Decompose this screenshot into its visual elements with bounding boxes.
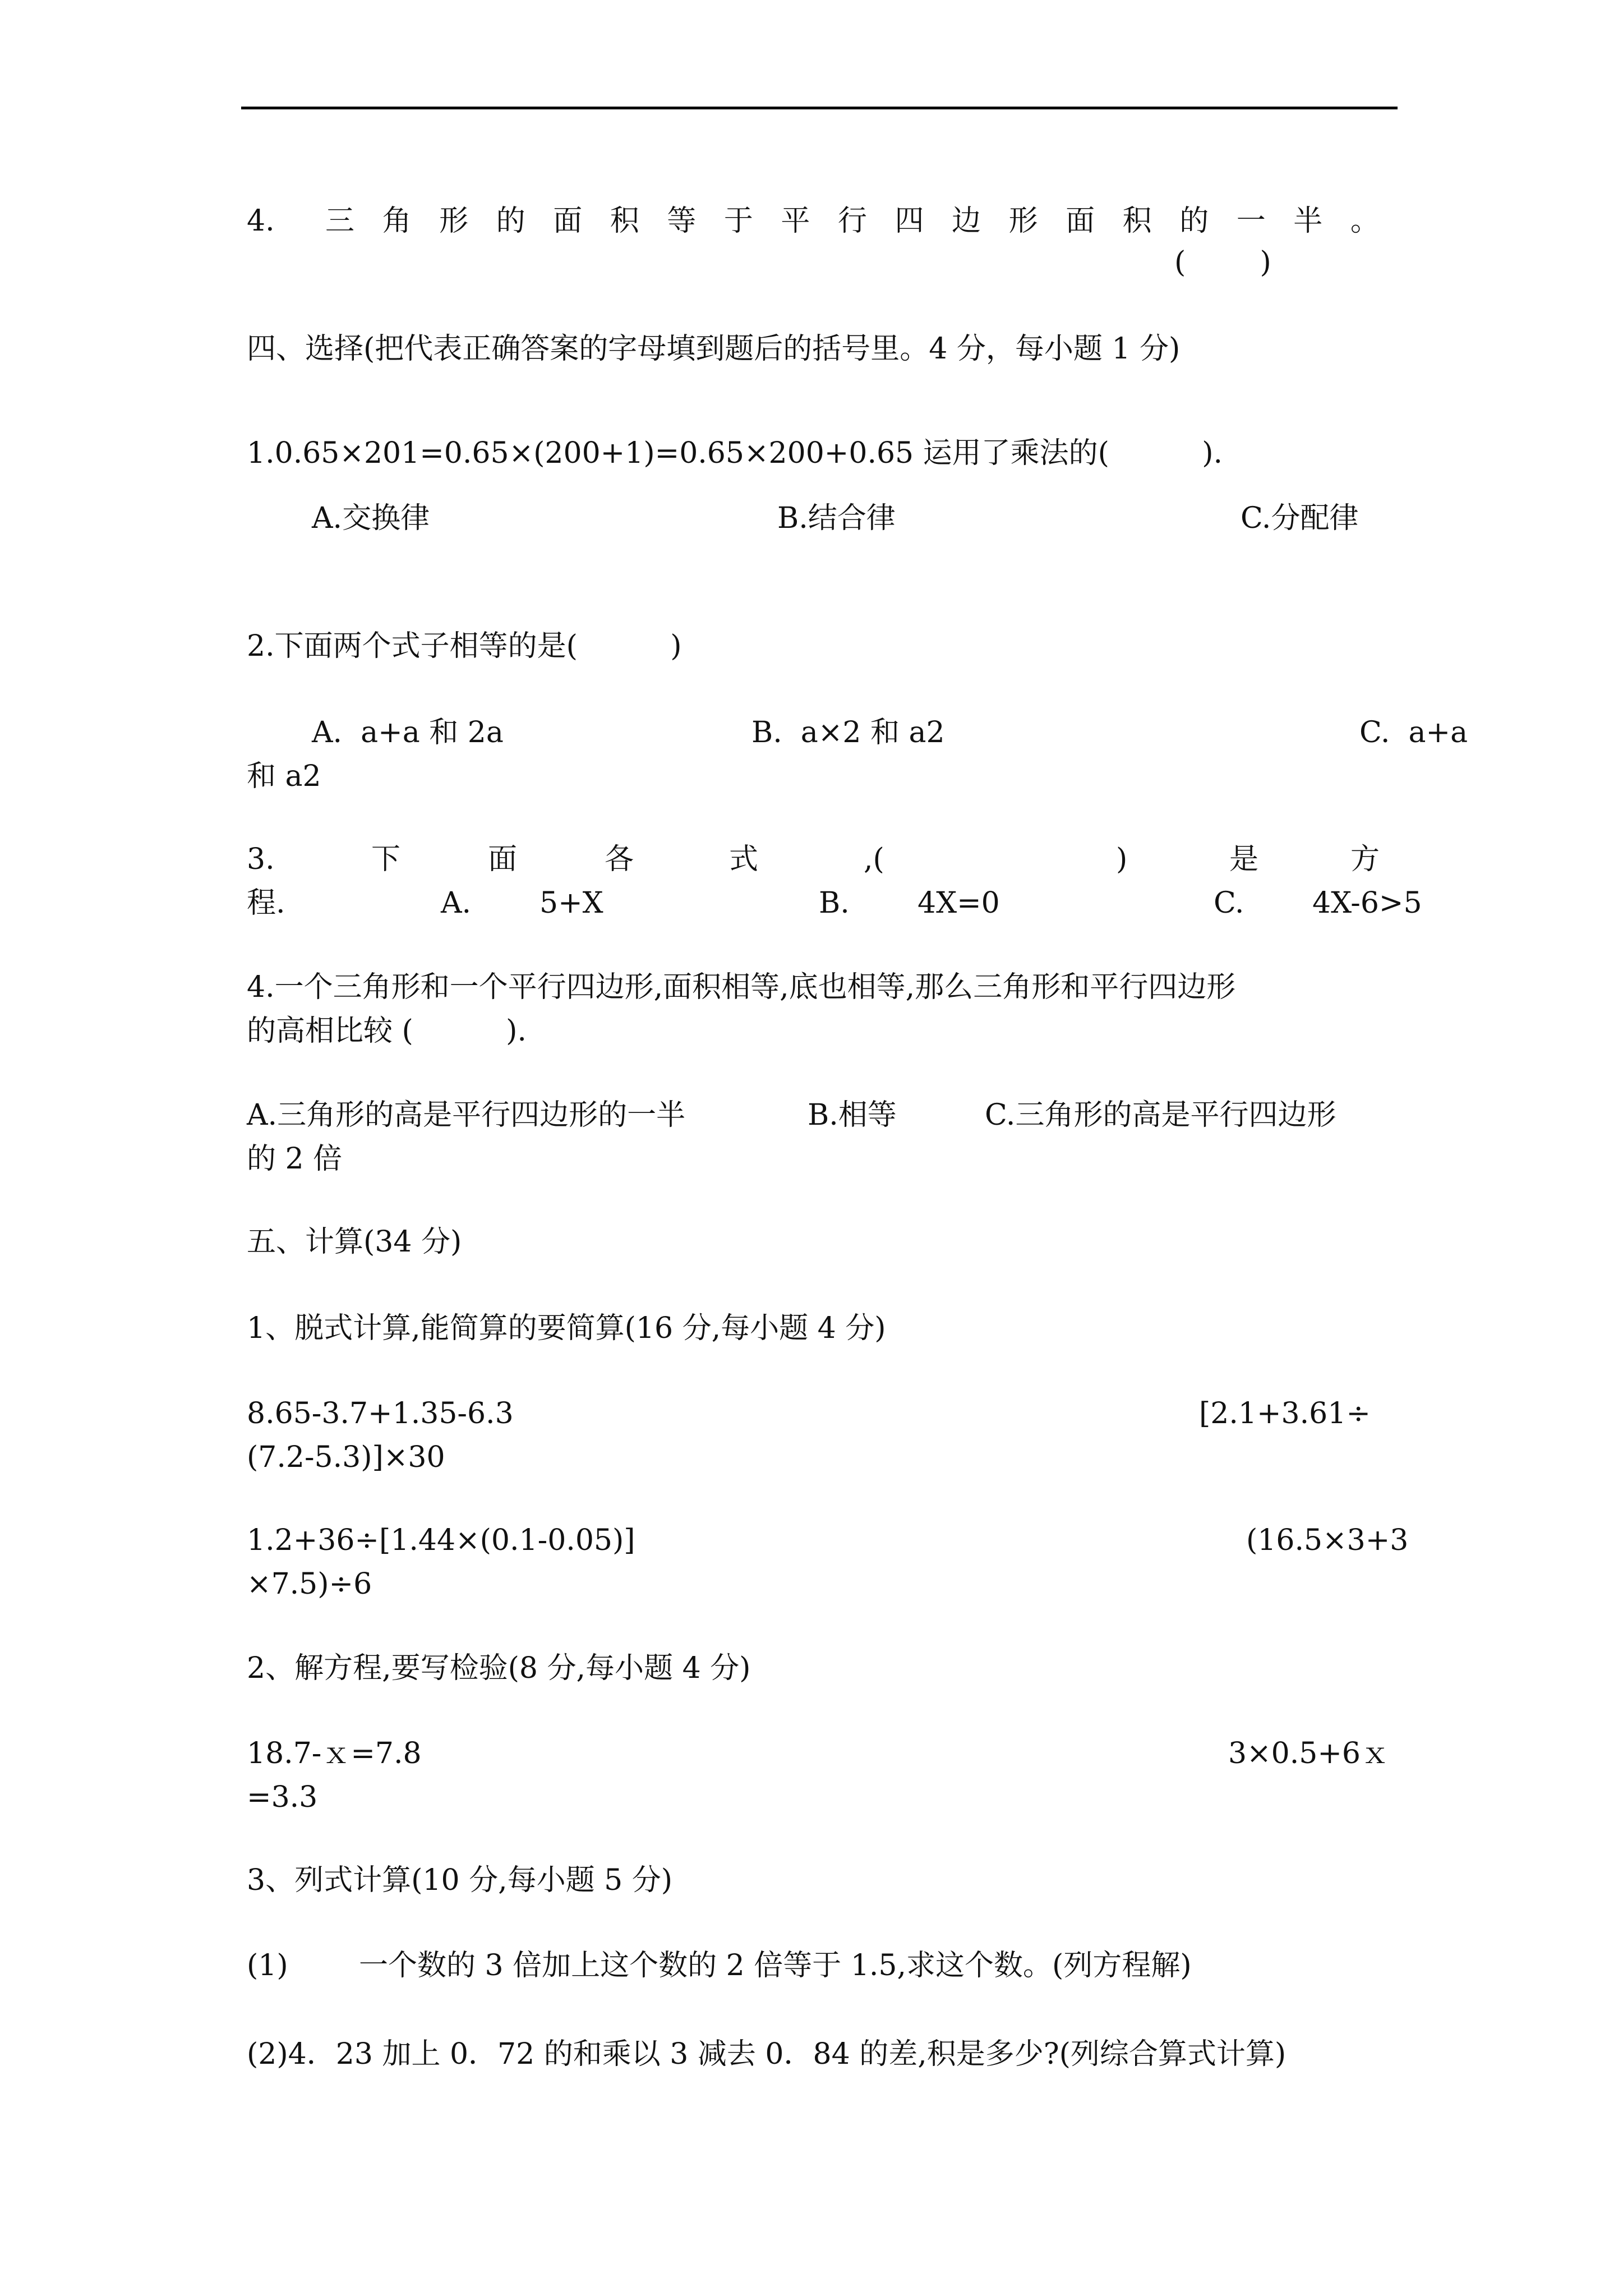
- q2-option-c-wrap: 和 a2: [247, 760, 321, 793]
- tf4-char: 的: [1179, 204, 1209, 238]
- tf4-char: 边: [952, 204, 981, 238]
- q3-option-a: 5+X: [540, 886, 603, 920]
- q3-word-1: 下: [371, 843, 401, 876]
- s1-expr-4: (16.5×3+3: [1246, 1524, 1409, 1557]
- q4-option-c-wrap: 的 2 倍: [247, 1142, 343, 1176]
- q1-option-c: C.分配律: [1241, 501, 1359, 535]
- q4-option-a: A.三角形的高是平行四边形的一半: [247, 1098, 686, 1132]
- tf4-char: 三: [325, 204, 355, 238]
- tf4-char: 面: [553, 204, 583, 238]
- q4-text-line2: 的高相比较 ( ).: [247, 1014, 527, 1048]
- q3-option-c: 4X-6>5: [1312, 886, 1422, 920]
- tf4-char: 一: [1236, 204, 1266, 238]
- q3-option-a-label: A.: [441, 886, 472, 920]
- tf4-char: 行: [837, 204, 867, 238]
- q1-option-a: A.交换律: [312, 501, 430, 535]
- section5-title: 五、计算(34 分): [247, 1225, 462, 1259]
- s1-expr-4-wrap: ×7.5)÷6: [247, 1567, 372, 1601]
- tf4-char: 形: [439, 204, 469, 238]
- s3-problem-2: (2)4．23 加上 0．72 的和乘以 3 减去 0．84 的差,积是多少?(列综合算式计算): [247, 2037, 1287, 2071]
- q2-option-a: A. a+a 和 2a: [312, 716, 504, 749]
- s2-equation-2-wrap: =3.3: [247, 1780, 318, 1814]
- s2-equation-2: 3×0.5+6ｘ: [1228, 1737, 1390, 1770]
- s1-expr-1: 8.65-3.7+1.35-6.3: [247, 1397, 514, 1430]
- tf4-char: 半: [1293, 204, 1323, 238]
- tf4-char: 面: [1066, 204, 1095, 238]
- tf4-char: 角: [382, 204, 412, 238]
- s1-expr-3: 1.2+36÷[1.44×(0.1-0.05)]: [247, 1524, 635, 1557]
- q3-word-6: 方: [1350, 843, 1380, 876]
- q2-option-c: C. a+a: [1359, 716, 1468, 749]
- tf4-char: 形: [1008, 204, 1038, 238]
- s2-title: 2、解方程,要写检验(8 分,每小题 4 分): [247, 1651, 751, 1685]
- s3-title: 3、列式计算(10 分,每小题 5 分): [247, 1864, 673, 1897]
- q1-option-b: B.结合律: [777, 501, 896, 535]
- tf4-answer-paren: ( ): [1174, 246, 1271, 279]
- tf4-char: 。: [1350, 204, 1380, 238]
- q4-text-line1: 4.一个三角形和一个平行四边形,面积相等,底也相等,那么三角形和平行四边形: [247, 970, 1236, 1004]
- q3-word-2: 面: [488, 843, 518, 876]
- q4-option-b: B.相等: [808, 1098, 897, 1132]
- q3-paren-close: ): [1116, 843, 1128, 876]
- section4-title: 四、选择(把代表正确答案的字母填到题后的括号里。4 分，每小题 1 分): [247, 332, 1181, 366]
- s3-problem-1-number: (1): [247, 1949, 288, 1982]
- q3-word-3: 各: [605, 843, 634, 876]
- q3-word-4: 式: [729, 843, 759, 876]
- q3-option-b-label: B.: [819, 886, 850, 920]
- tf4-char: 于: [723, 204, 753, 238]
- q3-word-7: 程.: [247, 886, 285, 920]
- s2-equation-1: 18.7-ｘ=7.8: [247, 1737, 422, 1770]
- q2-text: 2.下面两个式子相等的是( ): [247, 629, 682, 663]
- s1-expr-2: [2.1+3.61÷: [1199, 1397, 1371, 1430]
- q1-text: 1.0.65×201=0.65×(200+1)=0.65×200+0.65 运用了乘法的( ).: [247, 436, 1223, 470]
- q3-number: 3.: [247, 843, 275, 876]
- tf4-char: 四: [895, 204, 924, 238]
- tf4-statement: [325, 200, 1380, 242]
- q3-option-b: 4X=0: [917, 886, 1000, 920]
- q4-option-c: C.三角形的高是平行四边形: [985, 1098, 1336, 1132]
- tf4-char: 等: [667, 204, 697, 238]
- q3-paren-open: ,(: [864, 843, 884, 876]
- q2-option-b: B. a×2 和 a2: [751, 716, 945, 749]
- tf4-char: 积: [610, 204, 639, 238]
- tf4-char: 平: [781, 204, 810, 238]
- s1-expr-2-wrap: (7.2-5.3)]×30: [247, 1441, 445, 1474]
- s3-problem-1: 一个数的 3 倍加上这个数的 2 倍等于 1.5,求这个数。(列方程解): [359, 1949, 1192, 1982]
- q3-word-5: 是: [1229, 843, 1259, 876]
- header-rule: [241, 107, 1398, 109]
- tf4-char: 的: [496, 204, 525, 238]
- q3-option-c-label: C.: [1214, 886, 1244, 920]
- tf4-number: 4.: [247, 204, 275, 238]
- s1-title: 1、脱式计算,能简算的要简算(16 分,每小题 4 分): [247, 1312, 886, 1345]
- tf4-char: 积: [1122, 204, 1152, 238]
